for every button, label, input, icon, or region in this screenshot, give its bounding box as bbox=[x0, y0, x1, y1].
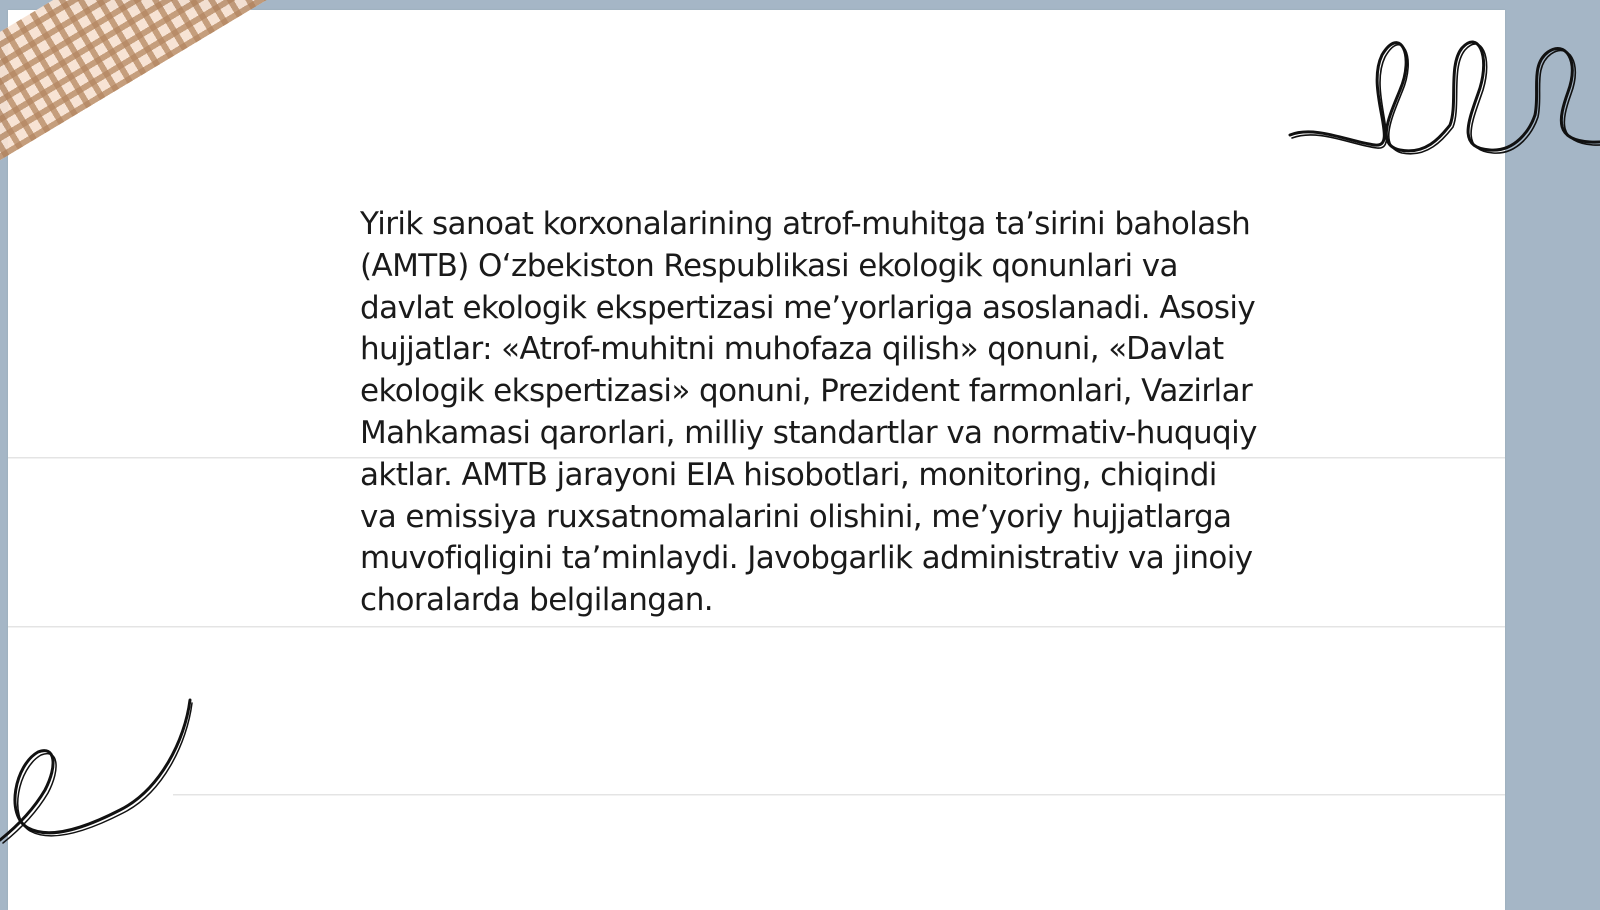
ruled-line bbox=[8, 626, 1505, 627]
scribble-loops-icon bbox=[1290, 30, 1600, 200]
ruled-line bbox=[173, 794, 1505, 795]
scribble-swirl-icon bbox=[0, 700, 200, 860]
slide-body-text: Yirik sanoat korxonalarining atrof-muhitga ta’sirini baholash (AMTB) O‘zbekiston Respublikasi ekologik qonunlari va davlat ekologik ekspertizasi me’yorlariga asoslanadi. Asosiy hujjatlar: «Atrof-muhitni muhofaza qilish» qonuni, «Davlat ekologik ekspertizasi» qonuni, Prezident farmonlari, Vazirlar Mahkamasi qarorlari, milliy standartlar va normativ-huquqiy aktlar. AMTB jarayoni EIA hisobotlari, monitoring, chiqindi va emissiya ruxsatnomalarini olishini, me’yoriy hujjatlarga muvofiqligini ta’minlaydi. Javobgarlik administrativ va jinoiy choralarda belgilangan. bbox=[360, 206, 1257, 619]
